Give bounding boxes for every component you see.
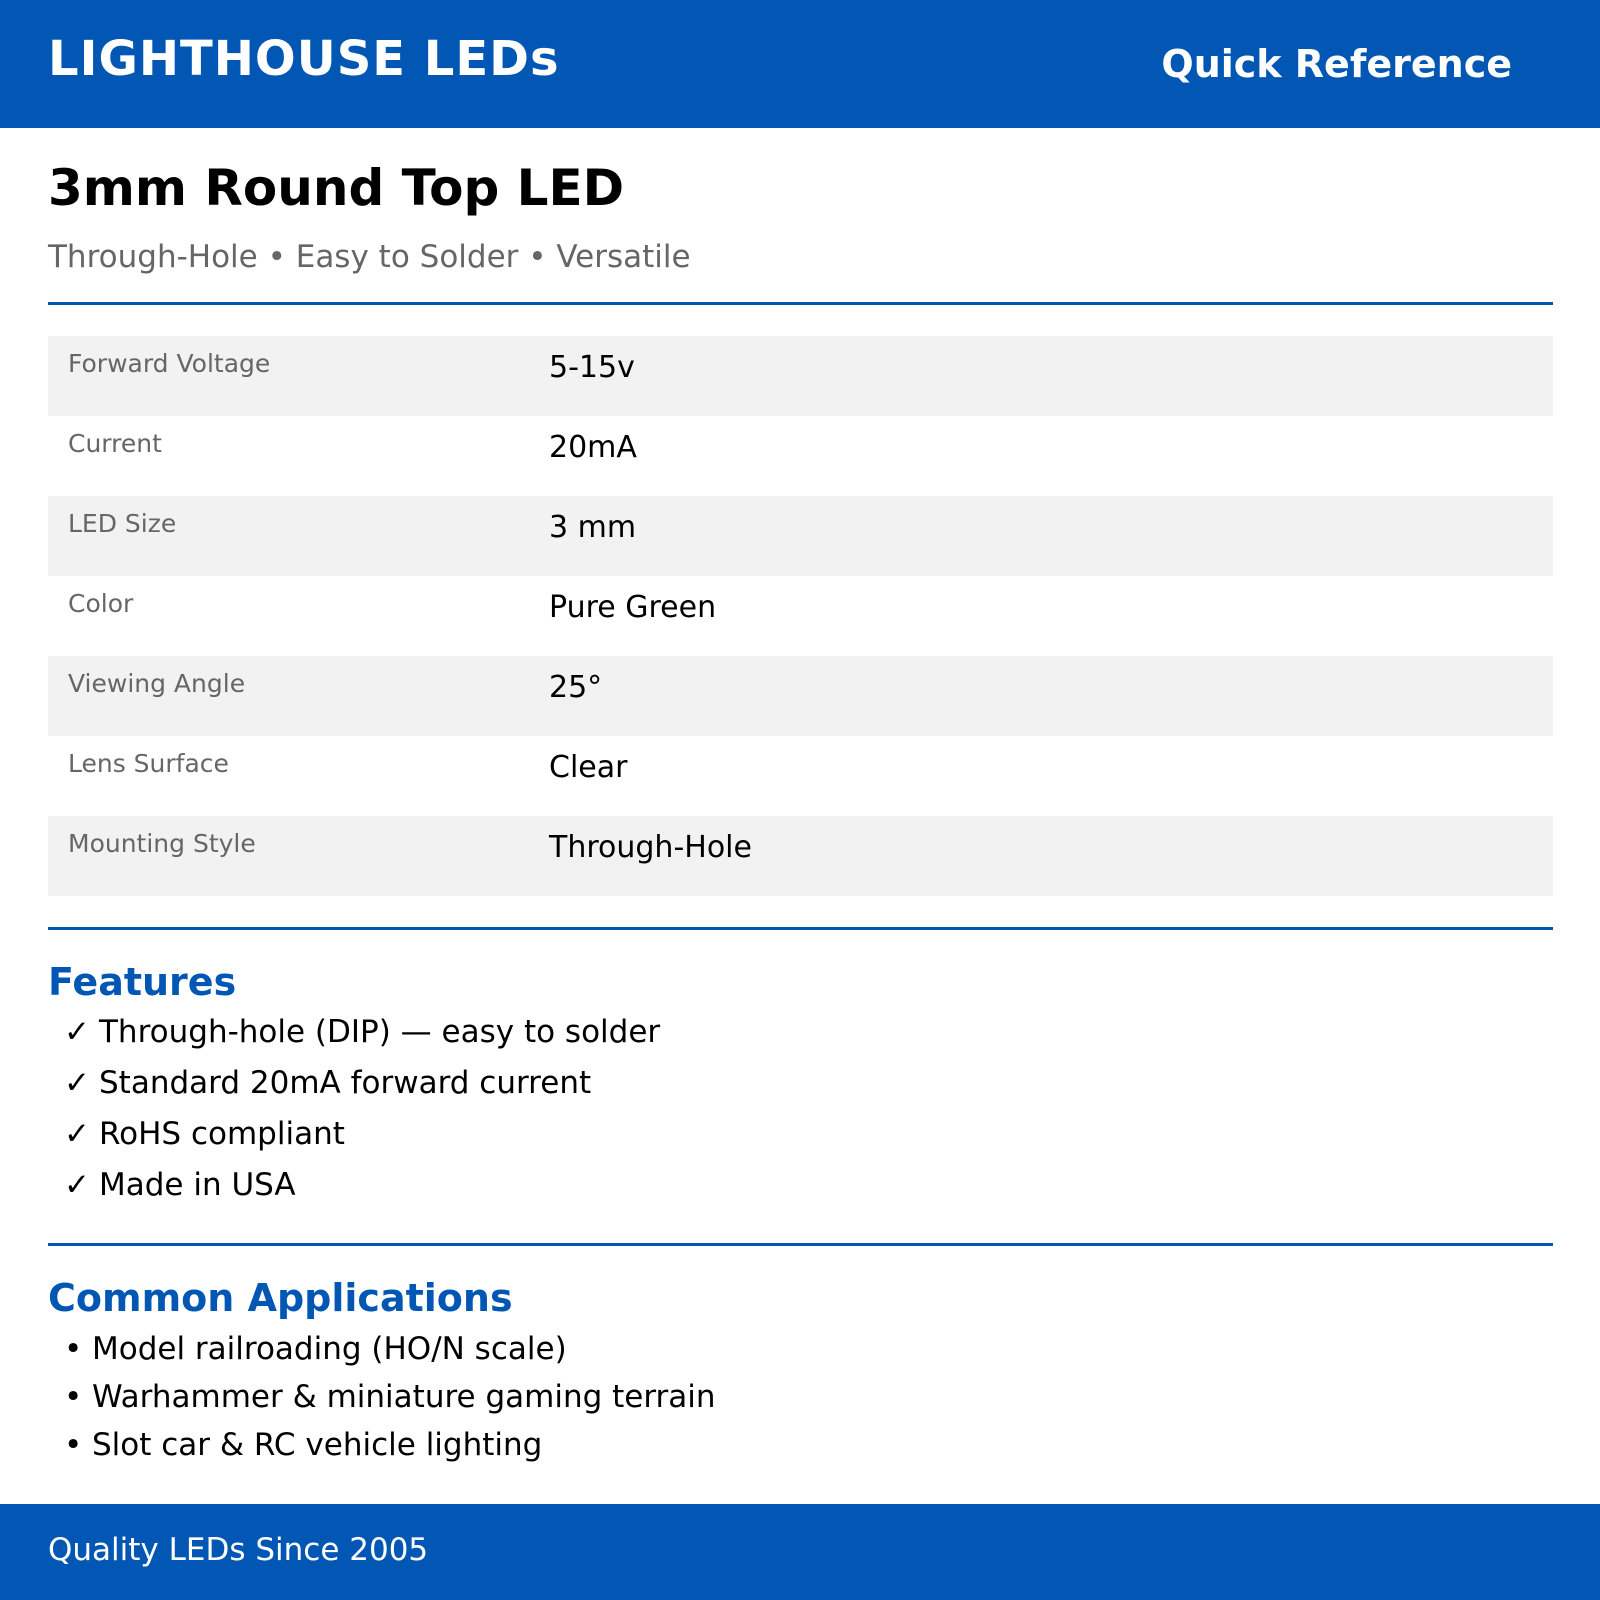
application-text: Model railroading (HO/N scale): [92, 1331, 567, 1367]
footer-bar: [0, 1504, 1600, 1600]
application-text: Warhammer & miniature gaming terrain: [92, 1379, 716, 1415]
features-heading: Features: [48, 960, 237, 1004]
spec-value: 25°: [549, 670, 603, 705]
spec-label: Current: [68, 429, 162, 458]
feature-text: RoHS compliant: [99, 1116, 345, 1152]
feature-text: Through-hole (DIP) — easy to solder: [99, 1014, 661, 1050]
spec-value: Clear: [549, 750, 628, 785]
feature-text: Made in USA: [99, 1167, 296, 1203]
spec-label: Forward Voltage: [68, 349, 271, 378]
list-item: [64, 1427, 716, 1475]
spec-label: Lens Surface: [68, 749, 229, 778]
bullet-icon: •: [64, 1331, 83, 1367]
spec-row: [48, 336, 1553, 416]
feature-text: Standard 20mA forward current: [99, 1065, 592, 1101]
list-item: [64, 1065, 660, 1116]
divider: [48, 1243, 1553, 1246]
spec-table: [48, 336, 1553, 896]
bullet-icon: •: [64, 1427, 83, 1463]
checkmark-icon: ✓: [64, 1014, 90, 1050]
application-text: Slot car & RC vehicle lighting: [92, 1427, 543, 1463]
list-item: [64, 1014, 660, 1065]
spec-row: [48, 736, 1553, 816]
list-item: [64, 1331, 716, 1379]
header-bar: [0, 0, 1600, 128]
features-list: [64, 1014, 660, 1218]
applications-list: [64, 1331, 716, 1475]
list-item: [64, 1167, 660, 1218]
spec-value: Through-Hole: [549, 830, 752, 865]
spec-row: [48, 416, 1553, 496]
checkmark-icon: ✓: [64, 1116, 90, 1152]
list-item: [64, 1379, 716, 1427]
spec-row: [48, 656, 1553, 736]
checkmark-icon: ✓: [64, 1065, 90, 1101]
spec-label: LED Size: [68, 509, 177, 538]
header-label: Quick Reference: [1161, 42, 1512, 86]
spec-label: Mounting Style: [68, 829, 256, 858]
brand-name: LIGHTHOUSE LEDs: [48, 31, 560, 87]
list-item: [64, 1116, 660, 1167]
checkmark-icon: ✓: [64, 1167, 90, 1203]
bullet-icon: •: [64, 1379, 83, 1415]
spec-value: 20mA: [549, 430, 637, 465]
product-subtitle: Through-Hole • Easy to Solder • Versatile: [48, 239, 691, 275]
applications-heading: Common Applications: [48, 1276, 513, 1320]
spec-row: [48, 816, 1553, 896]
spec-label: Color: [68, 589, 134, 618]
footer-text: Quality LEDs Since 2005: [48, 1532, 429, 1568]
product-title: 3mm Round Top LED: [48, 159, 625, 217]
spec-label: Viewing Angle: [68, 669, 246, 698]
divider: [48, 927, 1553, 930]
divider: [48, 302, 1553, 305]
spec-row: [48, 496, 1553, 576]
spec-value: Pure Green: [549, 590, 717, 625]
spec-row: [48, 576, 1553, 656]
spec-value: 3 mm: [549, 510, 637, 545]
spec-value: 5-15v: [549, 350, 635, 385]
